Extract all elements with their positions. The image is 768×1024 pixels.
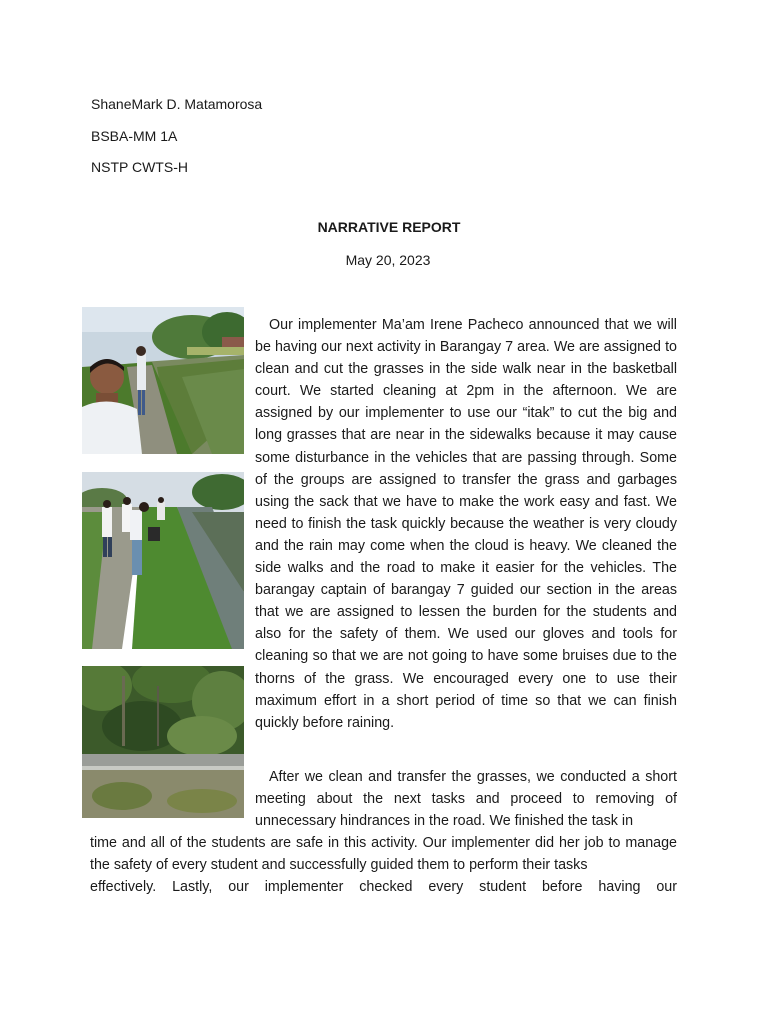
- body-paragraph-1: Our implementer Ma’am Irene Pacheco announced that we will be having our next activity in Barangay 7 area. We are assigned to clean and cut the grasses in the side walk near in the basketball court. We started cleaning at 2pm in the afternoon. We are assigned by our implementer to use our “itak” to cut the big and long grasses that are near in the sidewalks because it may cause some disturbance in the vehicles that are passing through. Some of the groups are assigned to transfer the grass and garbages using the sack that we have to make the work easy and fast. We need to finish the task quickly because the weather is very cloudy and the rain may come when the cloud is heavy. We cleaned the side walks and the road to make it easier for the vehicles. The barangay captain of barangay 7 guided our section in the areas that we are assigned to lessen the burden for the students and also for the safety of them. We used our gloves and tools for cleaning so that we are not going to have some bruises due to the thorns of the grass. We encouraged every one to use their maximum effort in a short period of time so that we can finish quickly before raining.: [255, 317, 677, 731]
- group-cleaning-photo: [82, 472, 244, 649]
- body-paragraph-2-continued: [90, 832, 677, 898]
- body-paragraph-2-last-line: effectively. Lastly, our implementer checked every student before having our: [90, 879, 677, 896]
- selfie-photo: [82, 307, 244, 454]
- report-title: NARRATIVE REPORT: [317, 219, 461, 235]
- body-paragraph-2-lines: time and all of the students are safe in this activity. Our implementer did her job to manage the safety of every student and successfully guided them to perform their tasks: [90, 835, 677, 874]
- report-date: May 20, 2023: [345, 252, 431, 268]
- body-paragraph-2-wrapped: After we clean and transfer the grasses, we conducted a short meeting about the next tasks and proceed to removing of unnecessary hindrances in the road. We finished the task in: [255, 769, 677, 830]
- course-section: BSBA-MM 1A: [91, 128, 178, 144]
- program-name: NSTP CWTS-H: [91, 159, 188, 175]
- roadside-vegetation-photo: [82, 666, 244, 818]
- student-name: ShaneMark D. Matamorosa: [91, 96, 263, 112]
